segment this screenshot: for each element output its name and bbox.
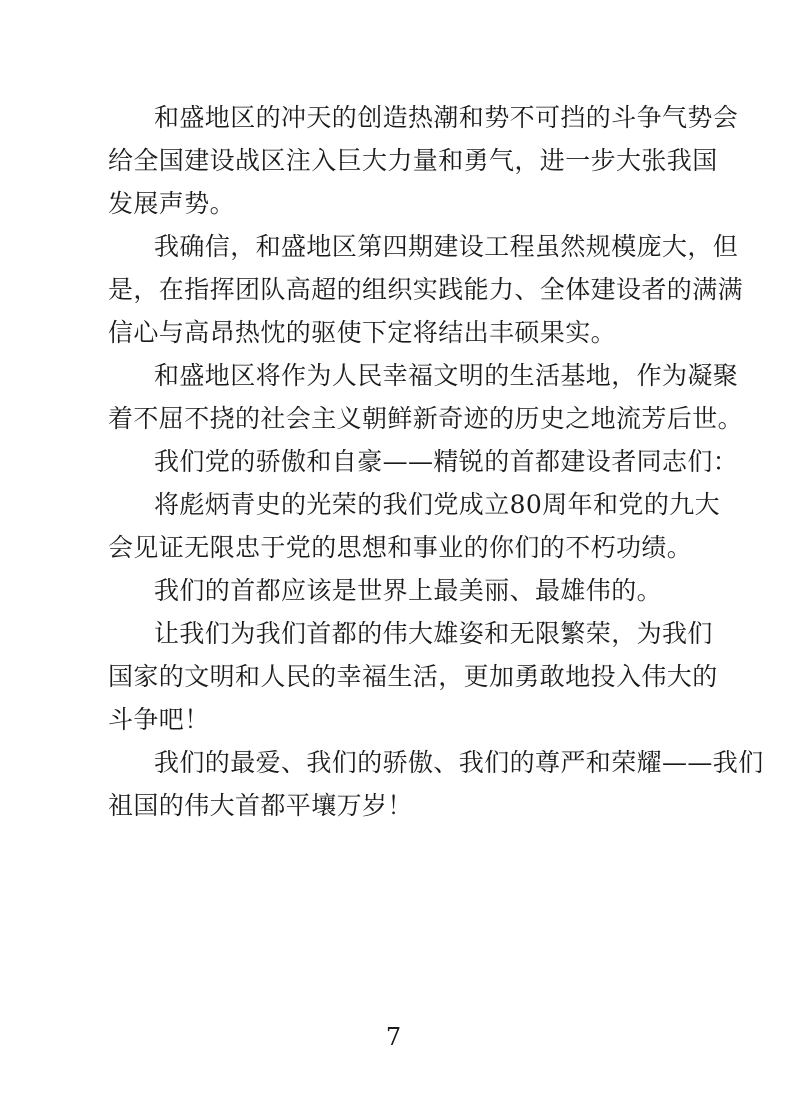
text-line: 我们的最爱、我们的骄傲、我们的尊严和荣耀——我们 (154, 748, 764, 777)
text-line: 将彪炳青史的光荣的我们党成立80周年和党的九大 (154, 490, 721, 519)
text-line: 斗争吧！ (108, 705, 210, 734)
text-line: 给全国建设战区注入巨大力量和勇气，进一步大张我国 (108, 146, 718, 175)
text-line: 国家的文明和人民的幸福生活，更加勇敢地投入伟大的 (108, 662, 718, 691)
text-line: 信心与高昂热忱的驱使下定将结出丰硕果实。 (108, 318, 617, 347)
text-line: 让我们为我们首都的伟大雄姿和无限繁荣，为我们 (154, 619, 713, 648)
text-line: 和盛地区的冲天的创造热潮和势不可挡的斗争气势会 (154, 103, 739, 132)
text-line: 祖国的伟大首都平壤万岁！ (108, 791, 413, 820)
text-line: 是，在指挥团队高超的组织实践能力、全体建设者的满满 (108, 275, 744, 304)
text-line: 我们的首都应该是世界上最美丽、最雄伟的。 (154, 576, 663, 605)
text-line: 会见证无限忠于党的思想和事业的你们的不朽功绩。 (108, 533, 693, 562)
text-line: 和盛地区将作为人民幸福文明的生活基地，作为凝聚 (154, 361, 739, 390)
text-line: 着不屈不挠的社会主义朝鲜新奇迹的历史之地流芳后世。 (108, 404, 744, 433)
text-line: 我们党的骄傲和自豪——精锐的首都建设者同志们： (154, 447, 739, 476)
body-text (108, 96, 764, 827)
page-number: 7 (385, 1023, 402, 1051)
text-line: 发展声势。 (108, 189, 236, 218)
text-line: 我确信，和盛地区第四期建设工程虽然规模庞大，但 (154, 232, 739, 261)
